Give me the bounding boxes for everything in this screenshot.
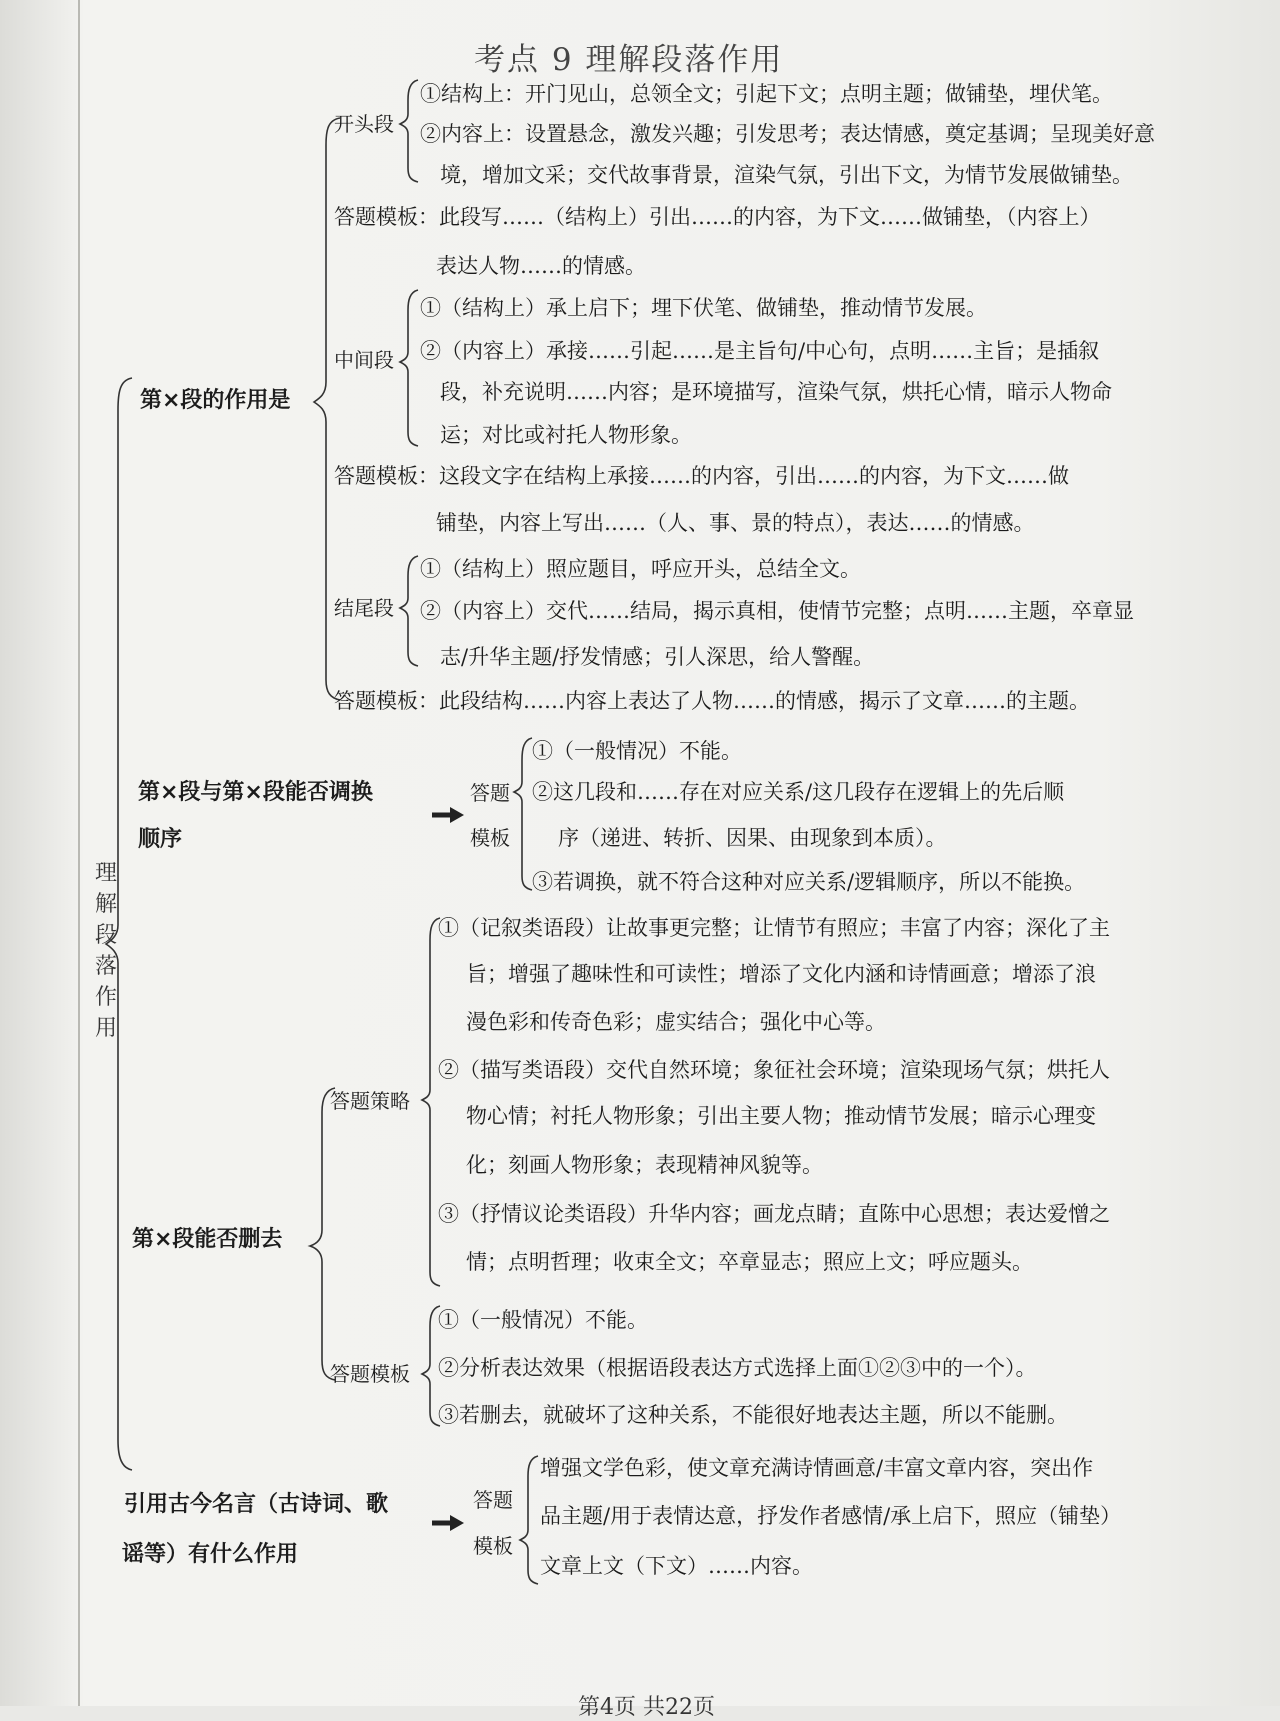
mid-item: 运；对比或衬托人物形象。 [440,423,692,447]
section4-heading: 引用古今名言（古诗词、歌 [124,1492,389,1517]
s2-item: ②这几段和……存在对应关系/这几段存在逻辑上的先后顺 [532,780,1065,804]
strategy-item: 情；点明哲理；收束全文；卒章显志；照应上文；呼应题头。 [466,1250,1033,1274]
strategy-label: 答题策略 [330,1089,410,1113]
end-item: ①（结构上）照应题目，呼应开头，总结全文。 [420,557,861,581]
strategy-item: 物心情；衬托人物形象；引出主要人物；推动情节发展；暗示心理变 [466,1104,1096,1128]
s2-item: ①（一般情况）不能。 [532,739,742,763]
mid-template: 铺垫，内容上写出……（人、事、景的特点），表达……的情感。 [436,511,1035,535]
s4-label: 答题 [473,1488,513,1512]
mid-item: 段，补充说明……内容；是环境描写，渲染气氛，烘托心情，暗示人物命 [440,380,1112,404]
s4-item: 文章上文（下文）……内容。 [540,1554,813,1578]
s3-template-item: ③若删去，就破坏了这种关系，不能很好地表达主题，所以不能删。 [438,1403,1068,1427]
s2-item: 序（递进、转折、因果、由现象到本质）。 [558,826,947,850]
s4-item: 品主题/用于表情达意，抒发作者感情/承上启下，照应（铺垫） [540,1504,1122,1528]
strategy-item: ①（记叙类语段）让故事更完整；让情节有照应；丰富了内容；深化了主 [438,916,1110,940]
s3-template-item: ②分析表达效果（根据语段表达方式选择上面①②③中的一个）。 [438,1356,1037,1380]
open-item: 境，增加文采；交代故事背景，渲染气氛，引出下文，为情节发展做铺垫。 [440,163,1133,187]
mid-template: 答题模板：这段文字在结构上承接……的内容，引出……的内容，为下文……做 [334,464,1069,488]
s3-template-item: ①（一般情况）不能。 [438,1308,648,1332]
section4-heading: 谣等）有什么作用 [122,1542,299,1567]
end-template: 答题模板：此段结构……内容上表达了人物……的情感，揭示了文章……的主题。 [334,689,1090,713]
strategy-item: 漫色彩和传奇色彩；虚实结合；强化中心等。 [466,1010,886,1034]
strategy-item: 化；刻画人物形象；表现精神风貌等。 [466,1153,823,1177]
page-title: 考点 9 理解段落作用 [474,42,784,78]
open-template: 表达人物……的情感。 [436,254,646,278]
section1-heading: 第×段的作用是 [140,388,291,413]
root-label: 理解段落作用 [94,861,117,1041]
s2-label: 模板 [470,826,510,850]
open-template: 答题模板：此段写……（结构上）引出……的内容，为下文……做铺垫，（内容上） [334,205,1101,229]
section2-heading: 第×段与第×段能否调换 [138,780,373,805]
end-label: 结尾段 [334,596,394,620]
open-label: 开头段 [334,112,394,136]
strategy-item: ②（描写类语段）交代自然环境；象征社会环境；渲染现场气氛；烘托人 [438,1058,1110,1082]
section2-heading: 顺序 [138,827,183,852]
mid-item: ②（内容上）承接……引起……是主旨句/中心句，点明……主旨；是插叙 [420,339,1100,363]
end-item: 志/升华主题/抒发情感；引人深思，给人警醒。 [440,645,875,669]
strategy-item: 旨；增强了趣味性和可读性；增添了文化内涵和诗情画意；增添了浪 [466,962,1096,986]
s4-item: 增强文学色彩，使文章充满诗情画意/丰富文章内容，突出作 [540,1456,1094,1480]
page-binding-edge [78,0,80,1706]
s3-template-label: 答题模板 [330,1362,410,1386]
open-item: ①结构上：开门见山，总领全文；引起下文；点明主题；做铺垫，埋伏笔。 [420,82,1113,106]
mid-label: 中间段 [334,348,394,372]
s2-label: 答题 [470,781,510,805]
s4-label: 模板 [473,1534,513,1558]
open-item: ②内容上：设置悬念，激发兴趣；引发思考；表达情感，奠定基调；呈现美好意 [420,122,1155,146]
section3-heading: 第×段能否删去 [132,1227,283,1252]
end-item: ②（内容上）交代……结局，揭示真相，使情节完整；点明……主题，卒章显 [420,599,1134,623]
strategy-item: ③（抒情议论类语段）升华内容；画龙点睛；直陈中心思想；表达爱憎之 [438,1202,1110,1226]
page-number: 第4页 共22页 [578,1695,715,1720]
s2-item: ③若调换，就不符合这种对应关系/逻辑顺序，所以不能换。 [532,870,1086,894]
mid-item: ①（结构上）承上启下；埋下伏笔、做铺垫，推动情节发展。 [420,296,987,320]
